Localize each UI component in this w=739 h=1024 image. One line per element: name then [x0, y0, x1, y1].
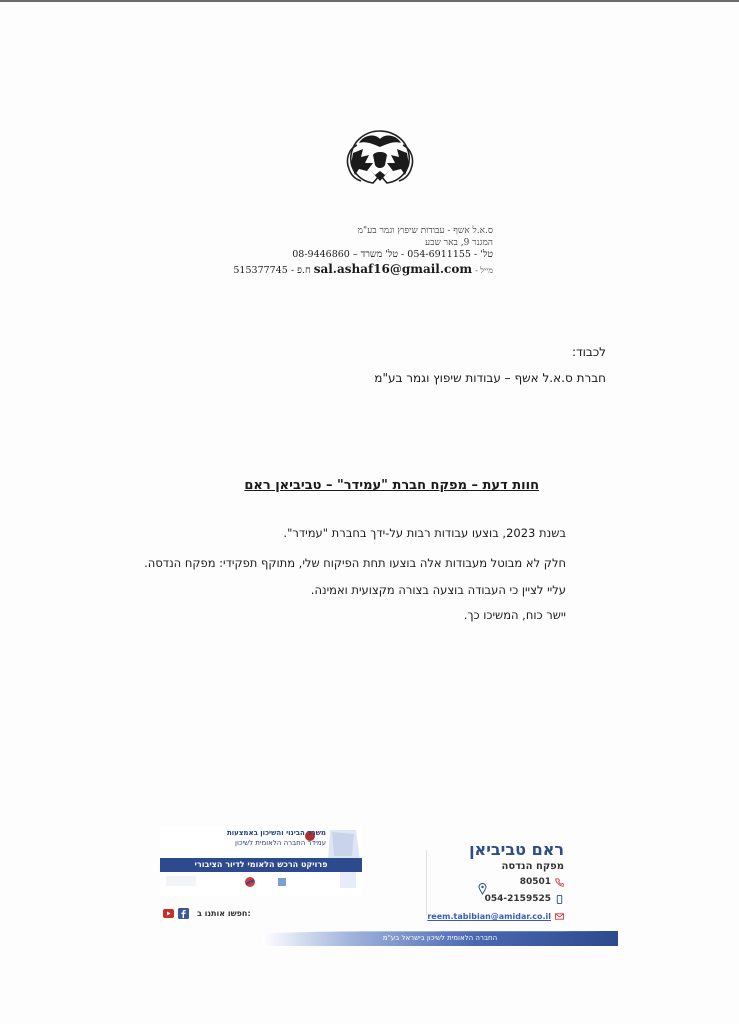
company-id: ח.פ - 515377745	[233, 265, 311, 276]
letterhead-address: המגנר 9, באר שבע	[425, 238, 493, 248]
signature-extension: 80501	[519, 877, 551, 887]
body-paragraph: יישר כוח, המשיכו כך.	[463, 608, 566, 622]
social-links	[163, 908, 251, 919]
letterhead-email: sal.ashaf16@gmail.com	[313, 262, 473, 276]
phone-icon	[555, 878, 564, 887]
signature-name: ראם טביביאן	[469, 840, 564, 859]
recipient-label: לכבוד:	[572, 345, 606, 359]
signature-mobile: 054-2159525	[484, 894, 551, 904]
banner-strip: פרויקט הרכש הלאומי לדיור הציבורי	[160, 858, 362, 872]
letter-subject: חוות דעת – מפקח חברת "עמידר" – טביביאן ראם	[244, 478, 539, 493]
signature-email-row	[427, 912, 564, 921]
signature-email[interactable]: reem.tabibian@amidar.co.il	[427, 912, 551, 921]
signature-divider	[426, 850, 427, 915]
social-label: חפשו אותנו ב:	[197, 909, 251, 918]
body-paragraph: עליי לציין כי העבודה בוצעה בצורה מקצועית ואמינה.	[310, 583, 566, 597]
banner-line-1: משרד הבינוי והשיכון באמצעות	[227, 829, 326, 837]
letterhead-contact-line	[233, 262, 493, 276]
letterhead-phones: טל' - 054-6911155 - טל' משרד – 08-9446860	[292, 249, 493, 260]
mail-icon	[555, 912, 564, 921]
signature-mobile-row	[485, 894, 564, 904]
location-pin-icon	[478, 883, 487, 895]
banner-line-2: עמידר החברה הלאומית לשיכון	[235, 839, 326, 847]
national-housing-banner	[160, 826, 362, 896]
youtube-icon[interactable]	[163, 908, 174, 919]
body-paragraph: חלק לא מבוטל מעבודות אלה בוצעו תחת הפיקוח שלי, מתוקף תפקידי: מפקח הנדסה.	[144, 556, 566, 570]
footer-text: החברה הלאומית לשיכון בישראל בע"מ	[382, 934, 498, 942]
email-label: מייל -	[475, 266, 493, 275]
letterhead-company: ס.א.ל אשף - עבודות שיפוץ וגמר בע"מ	[357, 226, 493, 236]
signature-role: מפקח הנדסה	[501, 861, 564, 872]
lion-logo-icon	[335, 125, 425, 189]
scan-top-border	[0, 0, 739, 2]
recipient-name: חברת ס.א.ל אשף – עבודות שיפוץ וגמר בע"מ	[374, 371, 606, 385]
mobile-phone-icon	[555, 895, 564, 904]
facebook-icon[interactable]	[178, 908, 189, 919]
body-paragraph: בשנת 2023, בוצעו עבודות רבות על-ידך בחברת "עמידר".	[283, 526, 566, 540]
signature-extension-row	[520, 877, 564, 887]
